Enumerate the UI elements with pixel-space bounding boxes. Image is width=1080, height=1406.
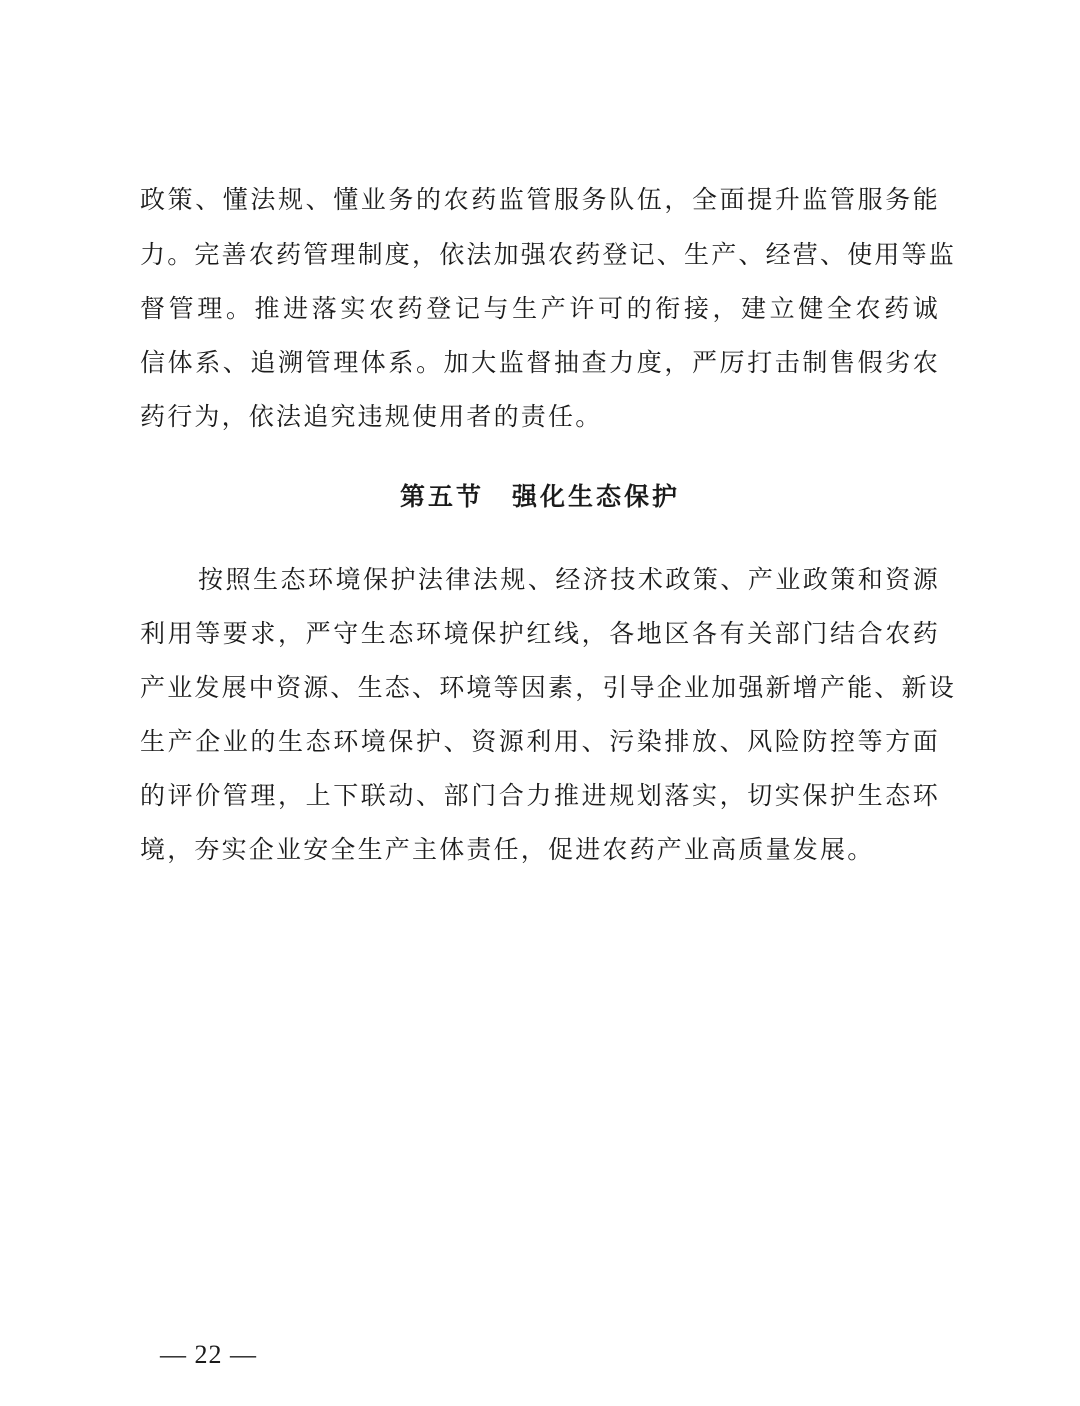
paragraph-1-line-1: 政策、懂法规、懂业务的农药监管服务队伍，全面提升监管服务能 [140,185,940,214]
paragraph-1-line-4: 信体系、追溯管理体系。加大监督抽查力度，严厉打击制售假劣农 [140,348,940,377]
paragraph-1-line-2: 力。完善农药管理制度，依法加强农药登记、生产、经营、使用等监 [140,240,957,269]
paragraph-1-line-3: 督管理。推进落实农药登记与生产许可的衔接，建立健全农药诚 [140,294,940,323]
paragraph-2-line-4: 生产企业的生态环境保护、资源利用、污染排放、风险防控等方面 [140,727,940,756]
page-number: — 22 — [160,1340,257,1369]
section-heading: 第五节 强化生态保护 [399,482,680,511]
paragraph-2-line-3: 产业发展中资源、生态、环境等因素，引导企业加强新增产能、新设 [140,673,957,702]
paragraph-2-line-2: 利用等要求，严守生态环境保护红线，各地区各有关部门结合农药 [140,619,940,648]
paragraph-2-line-6: 境，夯实企业安全生产主体责任，促进农药产业高质量发展。 [140,835,875,864]
paragraph-2-line-1: 按照生态环境保护法律法规、经济技术政策、产业政策和资源 [198,565,940,594]
paragraph-1-line-5: 药行为，依法追究违规使用者的责任。 [140,402,603,431]
paragraph-2-line-5: 的评价管理，上下联动、部门合力推进规划落实，切实保护生态环 [140,781,940,810]
